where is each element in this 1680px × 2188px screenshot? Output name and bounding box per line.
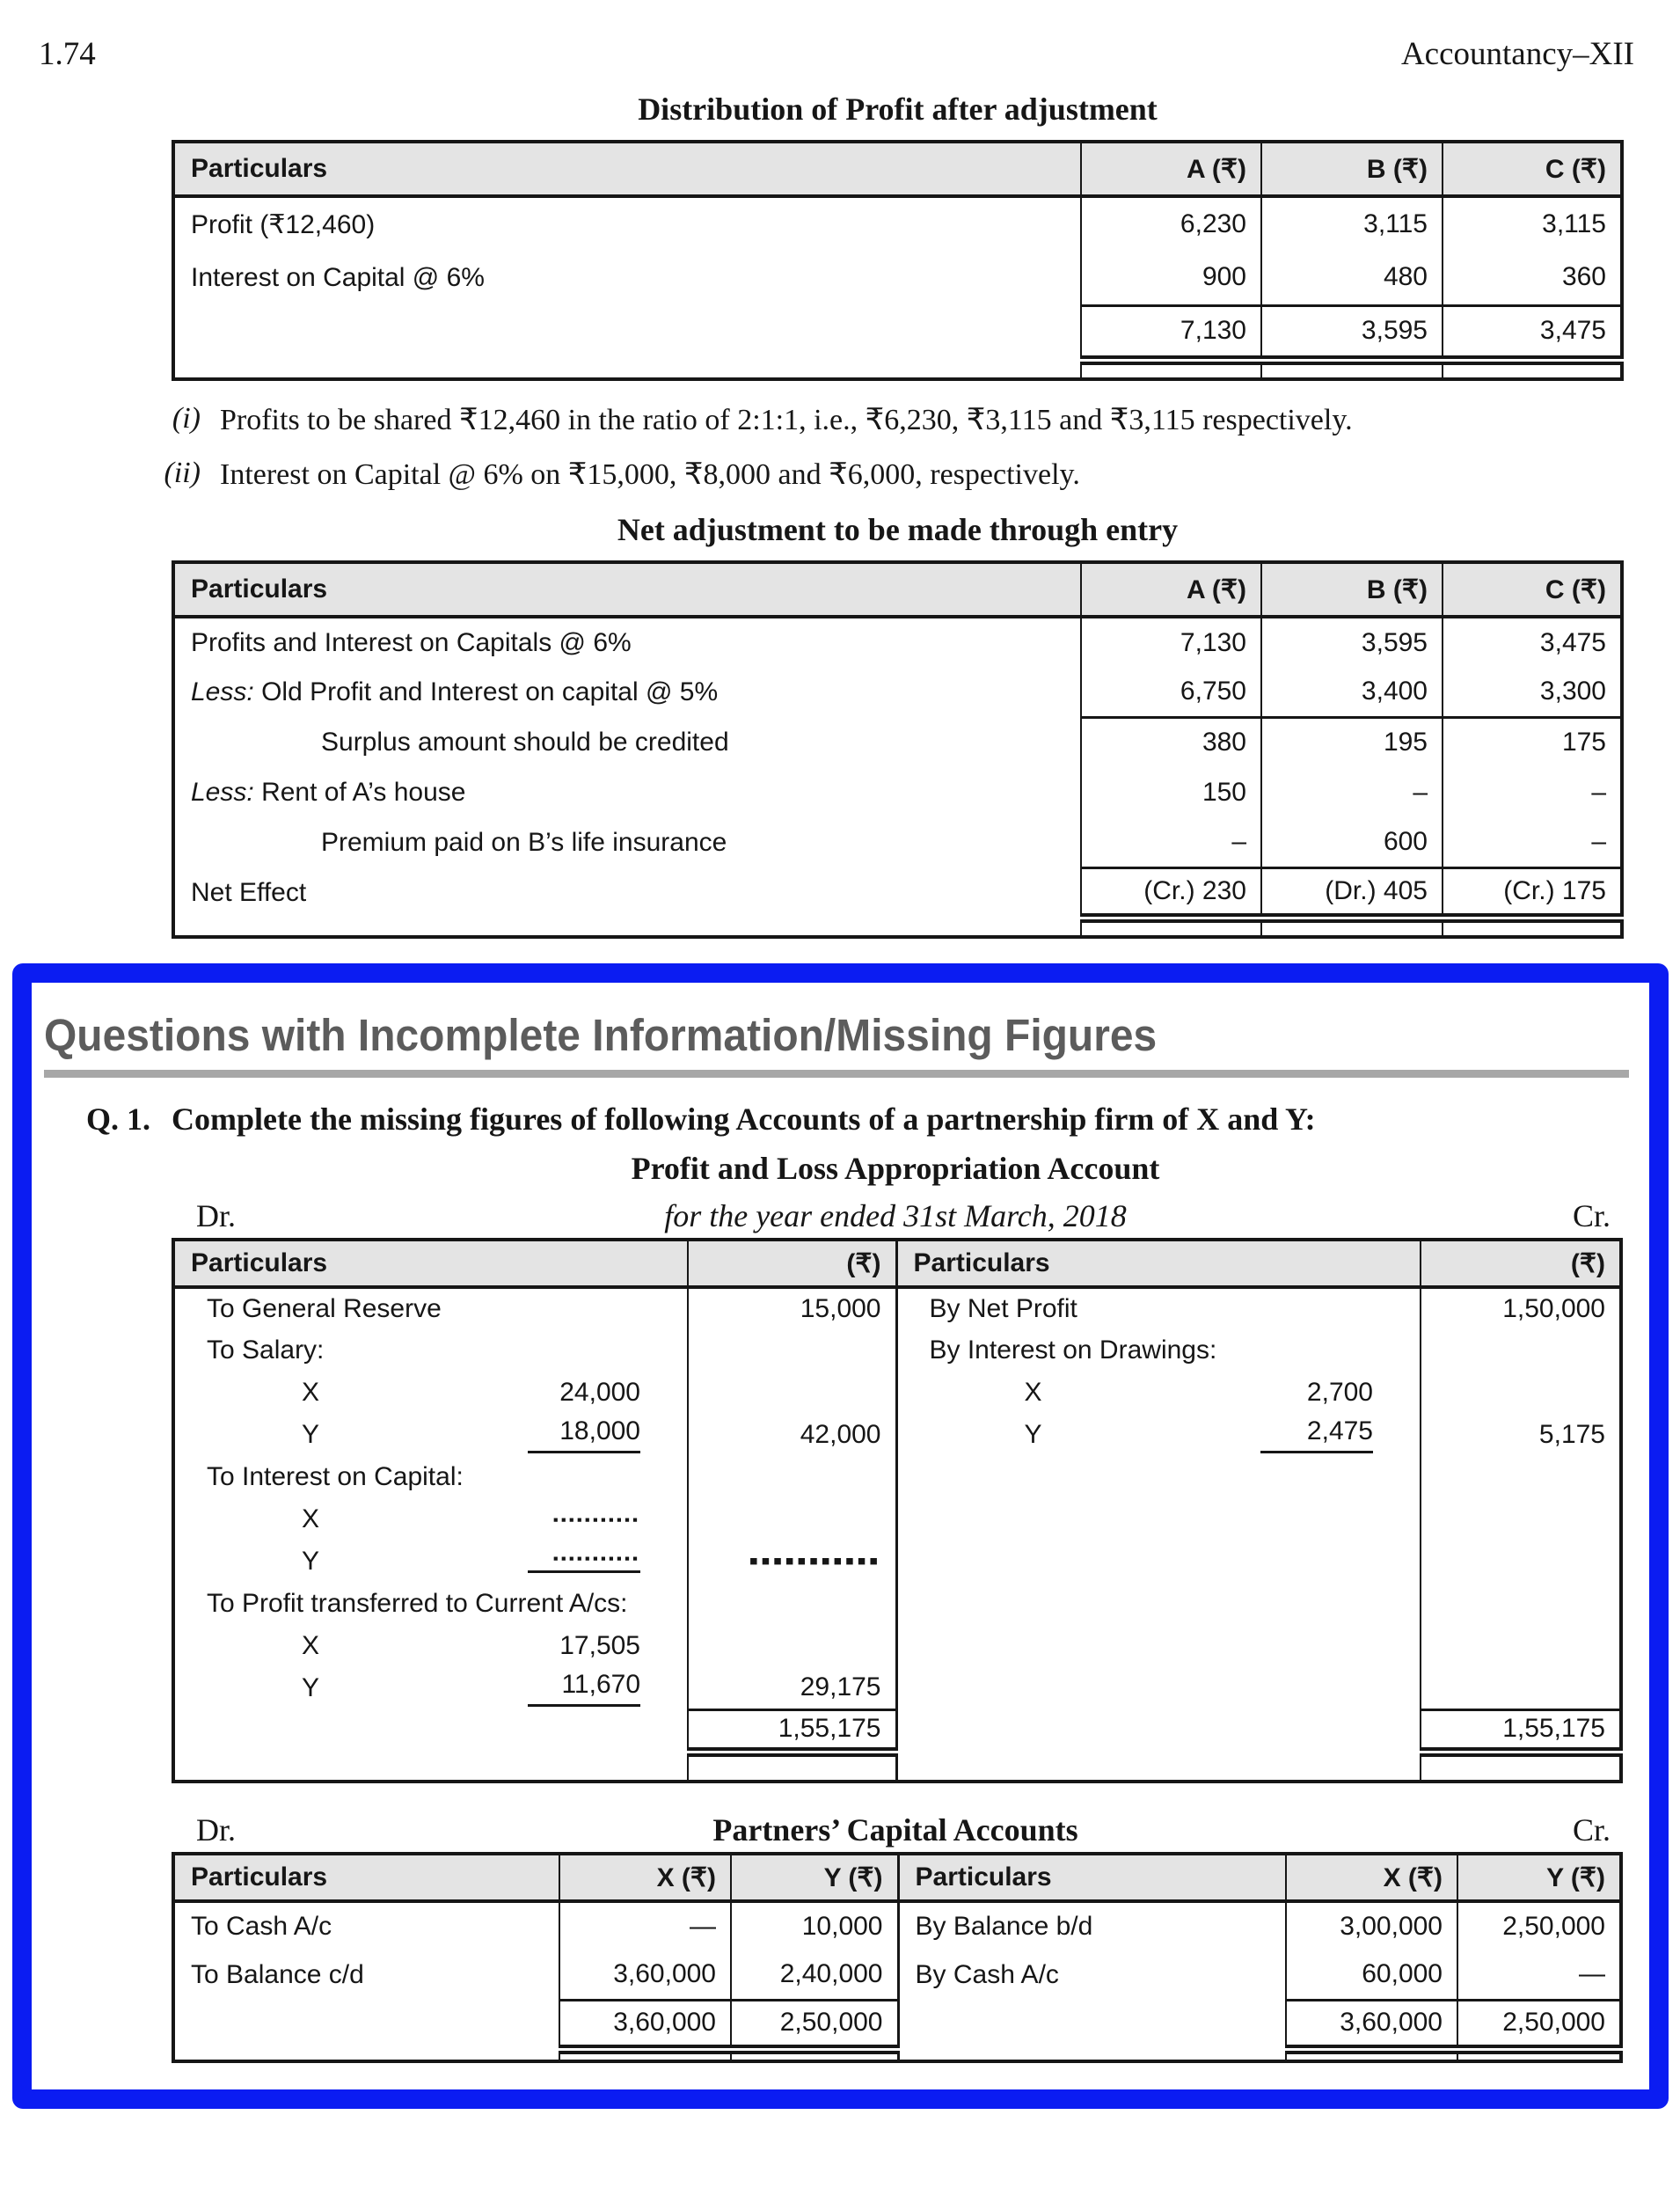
partner-x-label: X — [302, 1378, 320, 1407]
label-text: To Interest on Capital: — [207, 1462, 464, 1491]
missing-figure-dots: ▪▪▪▪▪▪▪▪▪▪▪ — [528, 1551, 640, 1573]
cap-drcr-line — [172, 1806, 1619, 1852]
spacer-row — [173, 360, 1622, 379]
partner-x-label: X — [302, 1631, 320, 1660]
cr-label: Cr. — [1572, 1198, 1611, 1233]
inner-amount: 2,475 — [1260, 1416, 1373, 1453]
inner-amount: 2,700 — [1306, 1378, 1373, 1407]
credit-label — [896, 1540, 1421, 1583]
debit-label — [173, 1456, 688, 1498]
section-heading: Questions with Incomplete Information/Missing Figures — [44, 1010, 1158, 1060]
col-credit-y: Y (₹) — [1457, 1854, 1621, 1901]
credit-amount — [1421, 1372, 1621, 1414]
debit-label — [173, 1414, 688, 1456]
debit-label — [173, 1329, 688, 1372]
debit-x: — — [559, 1901, 731, 1950]
pl-period: for the year ended 31st March, 2018 — [664, 1198, 1127, 1233]
debit-label — [173, 1583, 688, 1625]
debit-x: 3,60,000 — [559, 1950, 731, 2000]
amount-c: 3,300 — [1443, 667, 1622, 717]
col-credit-particulars: Particulars — [896, 1240, 1421, 1287]
partners-capital-table — [172, 1852, 1623, 2063]
cap-account-title: Partners’ Capital Accounts — [712, 1812, 1078, 1848]
debit-label — [173, 1625, 688, 1667]
table-row — [173, 1583, 1621, 1625]
row-label-text: Premium paid on B’s life insurance — [321, 827, 727, 857]
missing-figure-dots: ▪▪▪▪▪▪▪▪▪▪▪ — [688, 1540, 896, 1583]
table-header-row — [173, 142, 1622, 196]
debit-amount — [688, 1583, 896, 1625]
page-number: 1.74 — [39, 36, 96, 72]
capital-accounts-section — [172, 1806, 1619, 2063]
spacer-row — [173, 2049, 1621, 2061]
debit-total-y: 2,50,000 — [731, 2000, 898, 2049]
row-label: Interest on Capital @ 6% — [191, 263, 485, 292]
net-adjustment-section — [172, 511, 1624, 939]
row-label: Profits and Interest on Capitals @ 6% — [191, 627, 632, 657]
note-text: Interest on Capital @ 6% on ₹15,000, ₹8,000 and ₹6,000, respectively. — [220, 458, 1080, 491]
credit-label — [898, 2000, 1286, 2049]
credit-label — [896, 1414, 1421, 1456]
table-row — [173, 1372, 1621, 1414]
credit-y: — — [1457, 1950, 1621, 2000]
amount-a: – — [1081, 817, 1261, 867]
col-credit-x: X (₹) — [1286, 1854, 1457, 1901]
credit-label — [896, 1667, 1421, 1709]
dr-label: Dr. — [196, 1198, 236, 1233]
col-credit-amount: (₹) — [1421, 1240, 1621, 1287]
table-row — [173, 717, 1622, 767]
pl-appropriation-table — [172, 1238, 1623, 1783]
partner-x-label: X — [302, 1504, 320, 1533]
table-total-row — [173, 2000, 1621, 2049]
credit-x: 3,00,000 — [1286, 1901, 1457, 1950]
credit-x: 60,000 — [1286, 1950, 1457, 2000]
question-number: Q. 1. — [86, 1101, 151, 1137]
table-row — [173, 1901, 1621, 1950]
distribution-table — [172, 140, 1624, 381]
col-b: B (₹) — [1261, 142, 1443, 196]
table-row — [173, 1456, 1621, 1498]
col-debit-amount: (₹) — [688, 1240, 896, 1287]
table-total-row — [173, 867, 1622, 918]
table-row — [173, 1950, 1621, 2000]
inner-amount: 11,670 — [528, 1670, 640, 1707]
credit-amount — [1421, 1329, 1621, 1372]
table-row — [173, 1498, 1621, 1540]
debit-total-x: 3,60,000 — [559, 2000, 731, 2049]
table-total-row — [173, 1709, 1621, 1752]
partner-y-label: Y — [302, 1547, 320, 1576]
amount-c: 3,115 — [1443, 196, 1622, 251]
amount-c: (Cr.) 175 — [1443, 867, 1622, 918]
debit-label: To Cash A/c — [191, 1912, 332, 1941]
amount-a: 900 — [1081, 251, 1261, 305]
amount-b: 480 — [1261, 251, 1443, 305]
col-a: A (₹) — [1081, 562, 1261, 617]
inner-amount: 18,000 — [528, 1416, 640, 1453]
debit-total: 1,55,175 — [688, 1709, 896, 1752]
questions-box — [12, 963, 1669, 2109]
col-c: C (₹) — [1443, 562, 1622, 617]
credit-label — [896, 1456, 1421, 1498]
row-label — [173, 767, 1081, 817]
credit-total: 1,55,175 — [1421, 1709, 1621, 1752]
table-row — [173, 1329, 1621, 1372]
table-row — [173, 1414, 1621, 1456]
label-text: By Net Profit — [929, 1294, 1077, 1323]
distribution-table-section — [172, 91, 1624, 381]
missing-figure-dots: ▪▪▪▪▪▪▪▪▪▪▪ — [552, 1511, 640, 1528]
row-label — [173, 717, 1081, 767]
col-b: B (₹) — [1261, 562, 1443, 617]
inner-amount: 17,505 — [559, 1631, 640, 1660]
col-debit-x: X (₹) — [559, 1854, 731, 1901]
debit-amount: 42,000 — [688, 1414, 896, 1456]
label-text: To Salary: — [207, 1335, 325, 1365]
debit-label — [173, 1498, 688, 1540]
cr-label: Cr. — [1572, 1812, 1611, 1848]
credit-amount: 5,175 — [1421, 1414, 1621, 1456]
col-credit-particulars: Particulars — [898, 1854, 1286, 1901]
col-debit-particulars: Particulars — [173, 1240, 688, 1287]
credit-label — [896, 1329, 1421, 1372]
amount-c: 360 — [1443, 251, 1622, 305]
partner-y-label: Y — [302, 1673, 320, 1702]
table-row — [173, 1667, 1621, 1709]
row-label — [173, 305, 1081, 360]
debit-amount — [688, 1498, 896, 1540]
amount-b: (Dr.) 405 — [1261, 867, 1443, 918]
amount-a: (Cr.) 230 — [1081, 867, 1261, 918]
table-header-row — [173, 1240, 1621, 1287]
table-row — [173, 1625, 1621, 1667]
pl-account-title: Profit and Loss Appropriation Account — [631, 1151, 1160, 1186]
question-1 — [86, 1101, 1649, 1138]
credit-amount — [1421, 1456, 1621, 1498]
credit-amount: 1,50,000 — [1421, 1287, 1621, 1329]
row-label: Profit (₹12,460) — [191, 209, 376, 239]
note-text: Profits to be shared ₹12,460 in the ratio of 2:1:1, i.e., ₹6,230, ₹3,115 and ₹3,115 respectively. — [220, 404, 1353, 436]
spacer-row — [173, 918, 1622, 937]
row-label-text: Rent of A’s house — [261, 777, 466, 807]
label-text: To Profit transferred to Current A/cs: — [207, 1589, 628, 1618]
debit-amount — [688, 1625, 896, 1667]
col-particulars: Particulars — [173, 142, 1081, 196]
note-item — [132, 457, 1680, 492]
credit-amount — [1421, 1625, 1621, 1667]
credit-label: By Balance b/d — [898, 1901, 1286, 1950]
row-label — [173, 817, 1081, 867]
amount-b: 600 — [1261, 817, 1443, 867]
table-header-row — [173, 562, 1622, 617]
note-item — [132, 402, 1680, 437]
amount-b: 3,595 — [1261, 617, 1443, 667]
col-particulars: Particulars — [173, 562, 1081, 617]
partner-y-label: Y — [1024, 1420, 1042, 1449]
amount-c: 175 — [1443, 717, 1622, 767]
table-row — [173, 251, 1622, 305]
credit-amount — [1421, 1583, 1621, 1625]
amount-c: – — [1443, 817, 1622, 867]
credit-label — [896, 1372, 1421, 1414]
table-total-row — [173, 305, 1622, 360]
label-text: By Interest on Drawings: — [929, 1335, 1217, 1365]
note-marker: (ii) — [164, 457, 201, 489]
less-prefix: Less: — [191, 677, 254, 706]
col-debit-y: Y (₹) — [731, 1854, 898, 1901]
notes — [132, 402, 1680, 492]
question-text: Complete the missing figures of following Accounts of a partnership firm of X and Y: — [172, 1101, 1316, 1137]
table-row — [173, 1540, 1621, 1583]
table-row — [173, 617, 1622, 667]
credit-y: 2,50,000 — [1457, 1901, 1621, 1950]
row-label-text: Old Profit and Interest on capital @ 5% — [261, 677, 719, 706]
amount-a: 7,130 — [1081, 617, 1261, 667]
credit-label — [896, 1583, 1421, 1625]
spacer-row — [173, 1752, 1621, 1782]
total-a: 7,130 — [1081, 305, 1261, 360]
amount-b: 3,115 — [1261, 196, 1443, 251]
distribution-table-title: Distribution of Profit after adjustment — [638, 91, 1158, 127]
amount-b: 195 — [1261, 717, 1443, 767]
note-marker: (i) — [172, 402, 201, 435]
amount-a: 150 — [1081, 767, 1261, 817]
amount-b: 3,400 — [1261, 667, 1443, 717]
amount-b: – — [1261, 767, 1443, 817]
credit-label: By Cash A/c — [898, 1950, 1286, 2000]
credit-label — [896, 1709, 1421, 1752]
dr-label: Dr. — [196, 1812, 236, 1848]
amount-a: 6,750 — [1081, 667, 1261, 717]
table-header-row — [173, 1854, 1621, 1901]
credit-total-y: 2,50,000 — [1457, 2000, 1621, 2049]
amount-c: 3,475 — [1443, 617, 1622, 667]
debit-label — [173, 1372, 688, 1414]
debit-label — [173, 1287, 688, 1329]
amount-a: 380 — [1081, 717, 1261, 767]
debit-label — [173, 1540, 688, 1583]
debit-y: 2,40,000 — [731, 1950, 898, 2000]
table-row — [173, 1287, 1621, 1329]
credit-amount — [1421, 1498, 1621, 1540]
pl-drcr-line — [172, 1192, 1619, 1238]
total-b: 3,595 — [1261, 305, 1443, 360]
net-adjustment-table — [172, 560, 1624, 939]
debit-amount — [688, 1329, 896, 1372]
partner-x-label: X — [1024, 1378, 1042, 1407]
credit-amount — [1421, 1540, 1621, 1583]
less-prefix: Less: — [191, 777, 254, 807]
page-subject: Accountancy–XII — [1400, 36, 1634, 72]
debit-label: To Balance c/d — [191, 1960, 364, 1989]
pl-account-section — [172, 1150, 1619, 1783]
table-row — [173, 817, 1622, 867]
debit-amount: 29,175 — [688, 1667, 896, 1709]
debit-amount — [688, 1372, 896, 1414]
debit-y: 10,000 — [731, 1901, 898, 1950]
debit-label — [173, 1667, 688, 1709]
inner-amount: 24,000 — [559, 1378, 640, 1407]
debit-amount: 15,000 — [688, 1287, 896, 1329]
table-row — [173, 196, 1622, 251]
col-a: A (₹) — [1081, 142, 1261, 196]
amount-c: – — [1443, 767, 1622, 817]
label-text: To General Reserve — [207, 1294, 442, 1323]
credit-label — [896, 1498, 1421, 1540]
row-label-text: Surplus amount should be credited — [321, 727, 729, 757]
debit-label — [173, 1709, 688, 1752]
amount-a: 6,230 — [1081, 196, 1261, 251]
credit-label — [896, 1287, 1421, 1329]
credit-total-x: 3,60,000 — [1286, 2000, 1457, 2049]
col-debit-particulars: Particulars — [173, 1854, 559, 1901]
partner-y-label: Y — [302, 1420, 320, 1449]
total-c: 3,475 — [1443, 305, 1622, 360]
net-adjustment-title: Net adjustment to be made through entry — [617, 512, 1179, 547]
credit-amount — [1421, 1667, 1621, 1709]
table-row — [173, 667, 1622, 717]
section-heading-rule — [44, 1070, 1629, 1078]
credit-label — [896, 1625, 1421, 1667]
page-header — [0, 0, 1680, 73]
debit-label — [173, 2000, 559, 2049]
debit-amount — [688, 1456, 896, 1498]
col-c: C (₹) — [1443, 142, 1622, 196]
row-label — [173, 667, 1081, 717]
table-row — [173, 767, 1622, 817]
row-label: Net Effect — [191, 877, 307, 907]
